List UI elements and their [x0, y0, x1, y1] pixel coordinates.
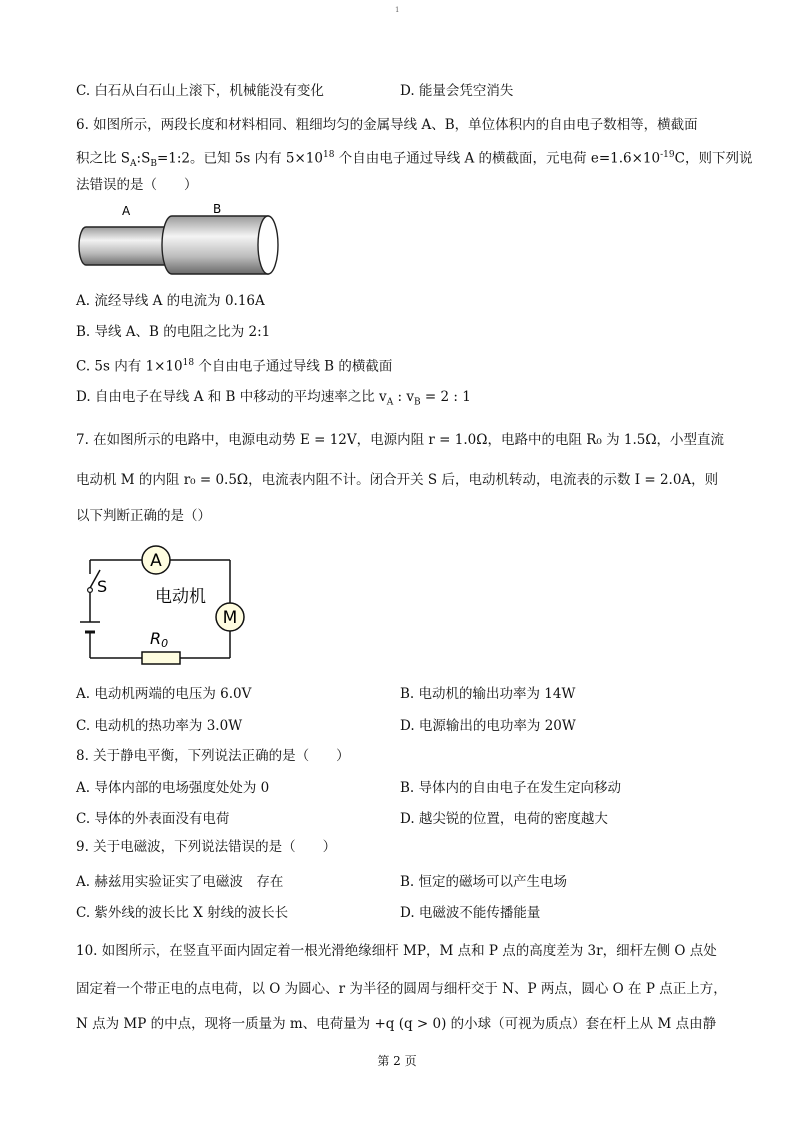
q7-stem-line3: 以下判断正确的是（）: [76, 508, 211, 524]
q9-option-d: D. 电磁波不能传播能量: [400, 905, 541, 921]
wire-b-end-face: [258, 216, 278, 274]
resistor-label: R0: [150, 629, 169, 650]
q7-stem-line1: 7. 在如图所示的电路中，电源电动势 E = 12V，电源内阻 r = 1.0Ω，电路中的电阻 R₀ 为 1.5Ω，小型直流: [76, 432, 725, 448]
q9-option-c: C. 紫外线的波长比 X 射线的波长长: [76, 905, 289, 921]
q8-option-a: A. 导体内部的电场强度处处为 0: [76, 780, 270, 796]
header-mark: 1: [395, 6, 400, 14]
resistor-r0: [142, 652, 180, 664]
q10-stem-line2: 固定着一个带正电的点电荷，以 O 为圆心、r 为半径的圆周与细杆交于 N、P 两点，圆心 O 在 P 点正上方，: [76, 981, 727, 997]
q6-stem-line1: 6. 如图所示，两段长度和材料相同、粗细均匀的金属导线 A、B，单位体积内的自由电子数相等，横截面: [76, 117, 698, 133]
q10-stem-line1: 10. 如图所示，在竖直平面内固定着一根光滑绝缘细杆 MP，M 点和 P 点的高度差为 3r，细杆左侧 O 点处: [76, 943, 717, 959]
q7-option-d: D. 电源输出的电功率为 20W: [400, 718, 576, 734]
q8-option-d: D. 越尖锐的位置，电荷的密度越大: [400, 811, 608, 827]
q8-option-b: B. 导体内的自由电子在发生定向移动: [400, 780, 622, 796]
wire-a: [79, 227, 172, 265]
q8-stem: 8. 关于静电平衡，下列说法正确的是（ ）: [76, 748, 350, 764]
q9-option-b: B. 恒定的磁场可以产生电场: [400, 874, 568, 890]
q6-option-a: A. 流经导线 A 的电流为 0.16A: [76, 293, 265, 309]
motor-text-label: 电动机: [155, 587, 206, 607]
q5-option-c: C. 白石从白石山上滚下，机械能没有变化: [76, 83, 324, 99]
wire-a-label: A: [122, 204, 131, 218]
wire-b: [162, 216, 268, 274]
ammeter-label: A: [150, 551, 162, 571]
wire-figure: [72, 198, 284, 284]
q7-option-a: A. 电动机两端的电压为 6.0V: [76, 686, 252, 702]
q6-stem-line2: 积之比 $S_A:S_B=1:2$。已知 5s 内有 $5\times 10^{18}$ 个自由电子通过导线 A 的横截面，元电荷 $e=1.6\times 10^{-19}C$，则下列说: [76, 150, 753, 170]
switch-pivot: [88, 588, 93, 593]
q5-option-d: D. 能量会凭空消失: [400, 83, 514, 99]
q7-stem-line2: 电动机 M 的内阻 r₀ = 0.5Ω，电流表内阻不计。闭合开关 S 后，电动机转动，电流表的示数 I = 2.0A，则: [76, 472, 719, 488]
q7-option-c: C. 电动机的热功率为 3.0W: [76, 718, 243, 734]
switch-label: S: [97, 577, 108, 596]
q9-option-a: A. 赫兹用实验证实了电磁波 存在: [76, 874, 284, 890]
q6-option-d: D. 自由电子在导线 A 和 B 中移动的平均速率之比 $v_A$ : $v_B = 2$ : 1: [76, 389, 471, 408]
page-number: 第 2 页: [377, 1054, 417, 1068]
motor-label: M: [222, 608, 238, 628]
circuit-figure: [70, 540, 250, 670]
q6-option-c: C. 5s 内有 $1\times 10^{18}$ 个自由电子通过导线 B 的横截面: [76, 358, 393, 375]
q7-option-b: B. 电动机的输出功率为 14W: [400, 686, 576, 702]
q8-option-c: C. 导体的外表面没有电荷: [76, 811, 230, 827]
q10-stem-line3: N 点为 MP 的中点，现将一质量为 m、电荷量为 +q (q > 0) 的小球（可视为质点）套在杆上从 M 点由静: [76, 1016, 717, 1032]
q6-stem-line3: 法错误的是（ ）: [76, 177, 198, 193]
q6-option-b: B. 导线 A、B 的电阻之比为 2:1: [76, 324, 271, 340]
q9-stem: 9. 关于电磁波，下列说法错误的是（ ）: [76, 839, 337, 855]
wire-b-label: B: [213, 202, 222, 216]
